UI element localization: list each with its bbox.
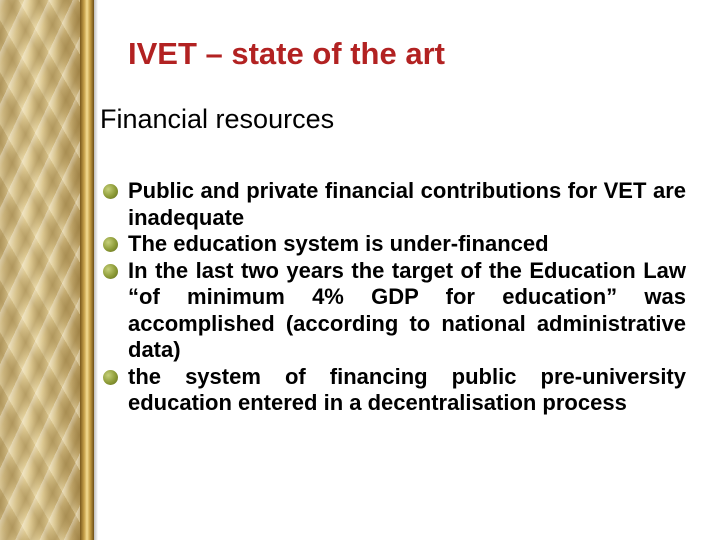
bullet-dot-icon [103,184,118,199]
bullet-item [128,364,686,417]
gold-divider-bar [80,0,94,540]
bullet-text: The education system is under-financed [128,231,549,256]
bullet-text: Public and private financial contributions for VET are inadequate [128,178,686,230]
slide-subtitle: Financial resources [100,104,335,134]
bullet-dot-icon [103,237,118,252]
bullet-item [128,178,686,231]
bullet-list [128,178,686,417]
bullet-dot-icon [103,264,118,279]
bullet-text: the system of financing public pre-university education entered in a decentralisation process [128,363,686,415]
bullet-text: In the last two years the target of the Education Law “of minimum 4% GDP for education” was accomplished (according to national administrative data) [128,257,686,362]
bullet-item [128,231,686,258]
marble-sidebar [0,0,80,540]
slide-title: IVET – state of the art [128,36,445,71]
bullet-dot-icon [103,370,118,385]
bullet-item [128,258,686,364]
